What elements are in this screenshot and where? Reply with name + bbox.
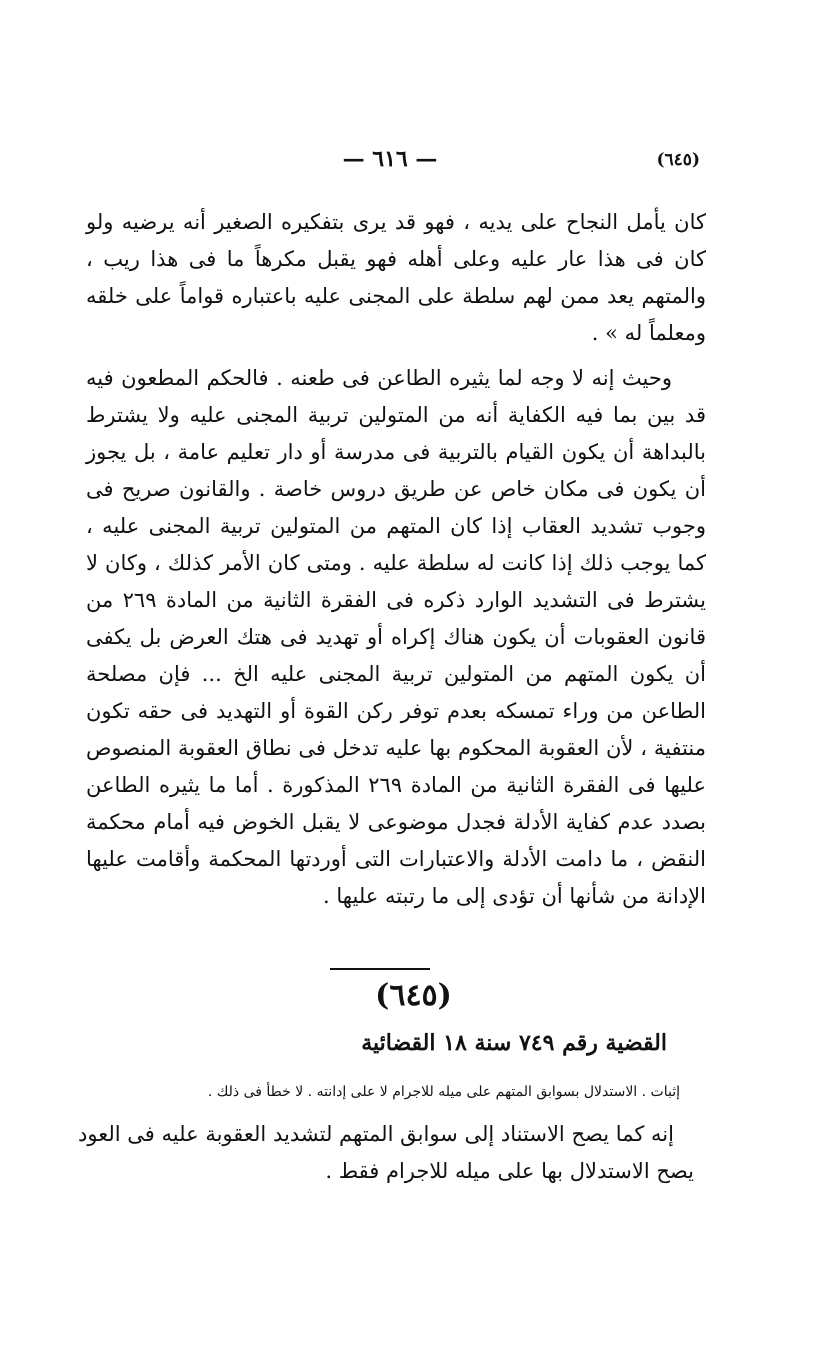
ruling-text: إنه كما يصح الاستناد إلى سوابق المتهم لتشديد العقوبة عليه فى العود يصح الاستدلال بها على ميله للاجرام فقط . (78, 1122, 694, 1183)
case-ruling (78, 1116, 694, 1190)
body-text (86, 204, 706, 915)
case-number-heading: (٦٤٥) (375, 978, 452, 1013)
case-title: القضية رقم ٧٤٩ سنة ١٨ القضائية (361, 1030, 667, 1056)
page-number: — ٦١٦ — (342, 146, 438, 172)
running-case-number: (٦٤٥) (656, 150, 700, 170)
paragraph-reasoning: وحيث إنه لا وجه لما يثيره الطاعن فى طعنه . فالحكم المطعون فيه قد بين بما فيه الكفاية أنه من المتولين تربية المجنى عليه ولا يشترط بالبداهة أن يكون القيام بالتربية فى مدرسة أو دار تعليم عامة ، بل يجوز أن يكون فى مكان خاص عن طريق دروس خاصة . والقانون صريح فى وجوب تشديد العقاب إذا كان المتهم من المتولين تربية المجنى عليه ، كما يوجب ذلك إذا كانت له سلطة عليه . ومتى كان الأمر كذلك ، وكان لا يشترط فى التشديد الوارد ذكره فى الفقرة الثانية من المادة ٢٦٩ من قانون العقوبات أن يكون هناك إكراه أو تهديد فى هتك العرض بل يكفى أن يكون المتهم من المتولين تربية المجنى عليه الخ ... فإن مصلحة الطاعن من وراء تمسكه بعدم توفر ركن القوة أو التهديد فى حقه تكون منتفية ، لأن العقوبة المحكوم بها عليه تدخل فى نطاق العقوبة المنصوص عليها فى الفقرة الثانية من المادة ٢٦٩ المذكورة . أما ما يثيره الطاعن بصدد عدم كفاية الأدلة فجدل موضوعى لا يقبل الخوض فيه أمام محكمة النقض ، ما دامت الأدلة والاعتبارات التى أوردتها المحكمة وأقامت عليها الإدانة من شأنها أن تؤدى إلى ما رتبته عليها . (86, 366, 706, 908)
case-summary: إثبات . الاستدلال بسوابق المتهم على ميله للاجرام لا على إدانته . لا خطأ فى ذلك . (207, 1084, 680, 1100)
page-header (80, 146, 700, 186)
section-divider (330, 968, 430, 970)
paragraph-continuation: كان يأمل النجاح على يديه ، فهو قد يرى بتفكيره الصغير أنه يرضيه ولو كان فى هذا عار عليه وعلى أهله فهو يقبل مكرهاً ما فى هذا ريب ، والمتهم يعد ممن لهم سلطة على المجنى عليه باعتباره قواماً على خلقه ومعلماً له » . (86, 210, 706, 345)
